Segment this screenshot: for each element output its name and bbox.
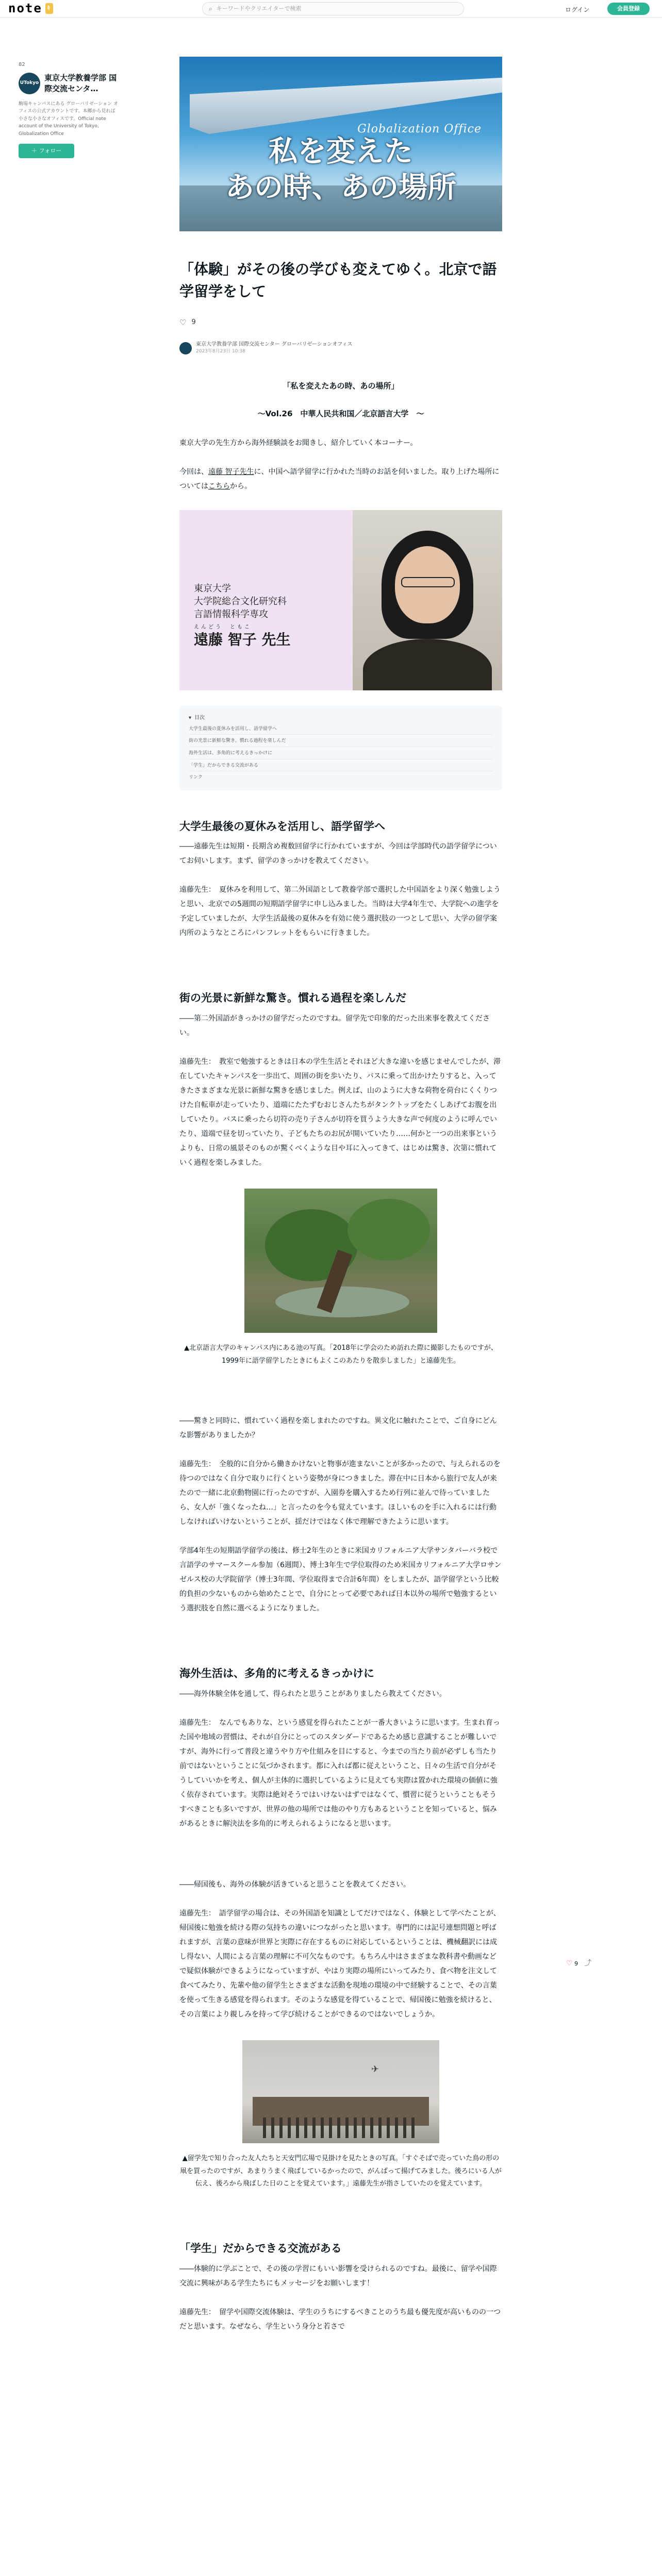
- creator-description: 駒場キャンパスにある グローバリゼーション オフィスの公式アカウントです。本郷から見れば小さな小さなオフィスです。Official note account of the University of Tokyo, Globalization Office: [19, 101, 118, 137]
- toc-title: 目次: [194, 715, 205, 721]
- intro-paragraph-2: [179, 465, 502, 494]
- interview-answer: 遠藤先生： 全般的に自分から働きかけないと物事が進まないことが多かったので、与えられるのを待つのではなく自分で取りに行くという姿勢が身につきました。滞在中に日本から旅行で友人が来たので一緒に北京動物園に行ったのですが、入園券を購入するため行列に並んで待っていましたら、女人が「強くなったね…」と言ったのを今も覚えています。ほしいものを手に入れるには行動しなければいけないということが、揺だけではなく体で理解できたように思います。: [179, 1460, 501, 1527]
- interview-answer: 遠藤先生： 留学や国際交流体験は、学生のうちにするべきことのうち最も優先度が高いものの一つだと思います。なぜなら、学生という身分と若さで: [179, 2308, 501, 2331]
- photo-tree: [347, 1199, 430, 1261]
- floating-actions: [566, 1957, 591, 1971]
- interview-answer: 遠藤先生： なんでもあり​な、という感覚を得られたことが一番大きいように思います。生まれ育った国や地域の習慣は、それが自分にとってのスタンダードであるため感じ意識することが難しいですが、海外に行って普段と違うやり方や仕組みを目にすると、今までの当たり前が必ずしも当たり前ではないということに気づかされます。都に入れば都に従えということ、日々の生活で自分がそうしていいかを考え、個人が主体的に選択しているように見えても実際は置かれた環境の価値に強く依存されています。実際は絶対そうではいけないはずではなくて、慣習に従うということもそうすべきことも多いですが、世界の他の場所では他のやり方もあるということを知っていると、悩みがあるときに解決法を多角的に考えられるようになると思います。: [179, 1719, 500, 1828]
- interview-answer: 遠藤先生： 語学留学の場合は、その外国語を知識としてだけではなく、体験として学べたことが、帰国後に勉強を続ける際の気持ちの違いにつながったと思います。専門的には記号連想問題と呼ばれますが、言葉の意味が世界と実際に存在するものに対応しているということは、機械翻訳には成し得ない、人間による言葉の理解に不可欠なものです。もちろん中はさまざまな教科書や動画などで疑似体験ができるようになっていますが、やはり実際の場所にいってみたり、食べ物を注文して食べてみたり、先輩や他の留学生とさまざまな活動を現地の環境の中で経験することで、その言葉を使って生きる感覚を得られます。そのような感覚を得ていることで、帰国後に勉強を続けると、その言葉により親しみを持って学び続けることができるのではないでしょうか。: [179, 1909, 501, 2019]
- share-icon[interactable]: ⤴: [584, 1959, 592, 1968]
- creator-avatar[interactable]: [19, 73, 40, 94]
- like-bar: [179, 315, 502, 330]
- search-box[interactable]: [202, 2, 464, 15]
- campus-pond-photo: [244, 1189, 437, 1333]
- interview-question: ――海外体験全体を通して、得られたと思うことがありましたら教えてください。: [179, 1690, 446, 1698]
- toc-item[interactable]: リンク: [189, 775, 203, 781]
- photo-pond: [275, 1286, 409, 1317]
- top-nav: [0, 0, 662, 18]
- search-input[interactable]: キーワードやクリエイターで検索: [216, 5, 302, 12]
- floating-like[interactable]: [566, 1957, 578, 1971]
- photo-caption: ▲北京語言大学のキャンパス内にある池の写真。「2018年に学会のため訪れた際に撮影したものですが、1999年に語学留学したときにもよくこのあたりを散歩しました」と遠藤先生。: [184, 1344, 498, 1365]
- toc-item[interactable]: 「学生」だからできる交流がある: [189, 759, 493, 772]
- follow-button[interactable]: [19, 144, 74, 158]
- series-subtitle: 〜Vol.26 中華人民共和国／北京語言大学 〜: [257, 409, 424, 419]
- hero-image: [179, 57, 502, 231]
- heart-icon[interactable]: ♡: [179, 317, 187, 327]
- publish-date: 2023年8月23日 10:38: [196, 349, 245, 354]
- signup-button[interactable]: 会員登録: [607, 3, 650, 15]
- interview-answer: 遠藤先生： 教室で勉強するときは日本の学生生活とそれほど大きな違いを感じませんでしたが、滞在していたキャンパスを一歩出て、周囲の街を歩いたり、バスに乗って出かけたりすると、入ってきたさまざまな光景に新鮮な驚きを感じました。例えば、山のように大きな荷物を荷台にくくりつけた自転車が走っていたり、道端にたたずむおじさんたちがタンクトップをたくしあげてお腹を出していたり。バスに乗ったら切符の売り子さんが切符を買うよう大きな声で何度のように呼んでいたり、道端で昼を切っていたり、子どもたちのお尻が開いていたり……何かと一つの出来事というよりも、日常の風景そのものが驚くべくような目や耳に入ってきて、はじめは驚き、次第に慣れていく過程を楽しみました。: [179, 1058, 501, 1167]
- place-link[interactable]: こちら: [208, 482, 230, 490]
- portrait-affiliation-3: 言語情報科学専攻: [194, 609, 268, 620]
- hero-title-line1: 私を変えた: [269, 134, 413, 168]
- chevron-down-icon: ▾: [189, 715, 192, 721]
- intro-paragraph: 東京大学の先生方から海外経験談をお聞きし、紹介していく本コーナー。: [179, 438, 418, 447]
- author-name[interactable]: 東京大学教養学部 国際交流センター グローバリゼーションオフィス: [196, 342, 353, 348]
- search-icon: ⌕: [209, 5, 212, 12]
- interview-question: ――遠藤先生は短期・長期含め複数回留学に行かれていますが、今回は学部時代の語学留学についてお伺いします。まず、留学のきっかけを教えてください。: [179, 842, 497, 866]
- teacher-portrait-card: [179, 510, 502, 690]
- section-heading: 大学生最後の夏休みを活用し、語学留学へ: [179, 820, 385, 833]
- floating-like-count: 9: [574, 1960, 578, 1967]
- section-heading: 海外生活は、多角的に考えるきっかけに: [179, 1667, 374, 1680]
- logo-text: note: [8, 1, 42, 15]
- logo-badge: ｷ: [45, 3, 54, 14]
- intro-text: 今回は、: [179, 467, 208, 476]
- portrait-name: 遠藤 智子 先生: [194, 631, 291, 649]
- section-heading: 街の光景に新鮮な驚き。慣れる過程を楽しんだ: [179, 992, 407, 1005]
- interview-answer: 遠藤先生： 夏休みを利用して、第二外国語として教養学部で選択した中国語をより深く勉強しようと思い、北京での5週間の短期語学留学に申し込みました。当時は大学4年生で、大学院への進学を予定していましたが、大学生活最後の夏休みを有効に使う選択肢の一つとして思い、大学の留学案内所のようなところにパンフレットをもらいに行きました。: [179, 886, 501, 938]
- article-title: 「体験」がその後の学びも変えてゆく。北京で語学留学をして: [179, 261, 497, 300]
- intro-text: から。: [230, 482, 252, 490]
- toc-item[interactable]: 街の光景に新鮮な驚き。慣れる過程を楽しんだ: [189, 735, 493, 747]
- section-heading: 「学生」だからできる交流がある: [179, 2242, 342, 2255]
- photo-people: [263, 2117, 418, 2138]
- teacher-link[interactable]: 遠藤 智子先生: [208, 467, 254, 476]
- photo-shirt: [363, 639, 492, 690]
- interview-question: ――体験的に学ぶことで、その後の学習にもいい影響を受けられるのですね。最後に、留学や国際交流に興味がある学生たちにもメッセージをお願いします！: [179, 2264, 497, 2287]
- creator-name[interactable]: 東京大学教養学部 国際交流センタ…: [44, 73, 117, 93]
- series-title: 「私を変えたあの時、あの場所」: [283, 381, 399, 391]
- toc-item[interactable]: 大学生最後の夏休みを活用し、語学留学へ: [189, 723, 493, 735]
- follow-plus-icon: ＋: [31, 147, 37, 154]
- interview-question: ――第二外国語がきっかけの留学だったのですね。留学先で印象的だった出来事を教えてください。: [179, 1014, 490, 1038]
- portrait-ruby: えんどう ともこ: [194, 624, 252, 631]
- hero-title-line2: あの時、あの場所: [225, 171, 456, 205]
- teacher-photo: [353, 510, 502, 690]
- login-link[interactable]: ログイン: [565, 6, 590, 13]
- author-avatar[interactable]: [179, 342, 192, 354]
- author-info: [179, 341, 502, 355]
- interview-question: ――驚きと同時に、慣れていく過程を楽しまれたのですね。異文化に触れたことで、ご自身にどんな影響がありましたか？: [179, 1417, 497, 1440]
- tiananmen-photo: [242, 2040, 439, 2143]
- portrait-text: [194, 582, 291, 649]
- toc-header[interactable]: [189, 713, 493, 723]
- kite-icon: ✈: [371, 2064, 379, 2075]
- table-of-contents: [179, 706, 502, 790]
- note-logo[interactable]: [8, 0, 53, 20]
- interview-question: ――帰国後も、海外の体験が活きていると思うことを教えてください。: [179, 1880, 410, 1889]
- creator-profile: [19, 73, 120, 94]
- article: [179, 57, 502, 2334]
- portrait-affiliation-1: 東京大学: [194, 583, 231, 594]
- interview-answer: 学部4年生の短期語学留学の後は、修士2年生のときに米国カリフォルニア大学サンタバーバラ校で言語学のサマースクール参加（6週間）、博士3年生で学位取得のため米国カリフォルニア大学ロサンゼルス校の大学院留学（博士3年間、学位取得まで合計6年間）をしましたが、語学留学という比較的負担の少ないものから始めたことで、自分にとって必要であれば日本以外の場所で勉強するという選択肢を自然に選べるようになりました。: [179, 1547, 502, 1613]
- photo-glasses: [401, 577, 455, 587]
- intro-text: に、中国へ語学留学に行かれた当時のお話を伺いました。取り上げた場所については: [179, 467, 500, 490]
- creator-sidebar: [19, 60, 120, 158]
- like-count: 9: [191, 318, 196, 326]
- avatar-text: UTokyo: [20, 80, 39, 86]
- article-count: 82: [19, 62, 25, 67]
- photo-caption: ▲留学先で知り合った友人たちと天安門広場で見掛けを見たときの写真。「すぐそばで売っていた鳥の形の凧を買ったのですが、あまりうまく飛ばしているかったので、がんばって揚げてみました。後ろにいる人が伝え、後ろから飛ばした日のことを覚えています。」遠藤先生が指さしていたのを覚えています。: [180, 2155, 502, 2188]
- toc-item[interactable]: 海外生活は、多角的に考えるきっかけに: [189, 747, 493, 759]
- follow-label: フォロー: [39, 147, 62, 154]
- hero-label: Globalization Office: [357, 123, 482, 135]
- heart-icon: ♡: [566, 1959, 573, 1968]
- portrait-affiliation-2: 大学院総合文化研究科: [194, 596, 287, 607]
